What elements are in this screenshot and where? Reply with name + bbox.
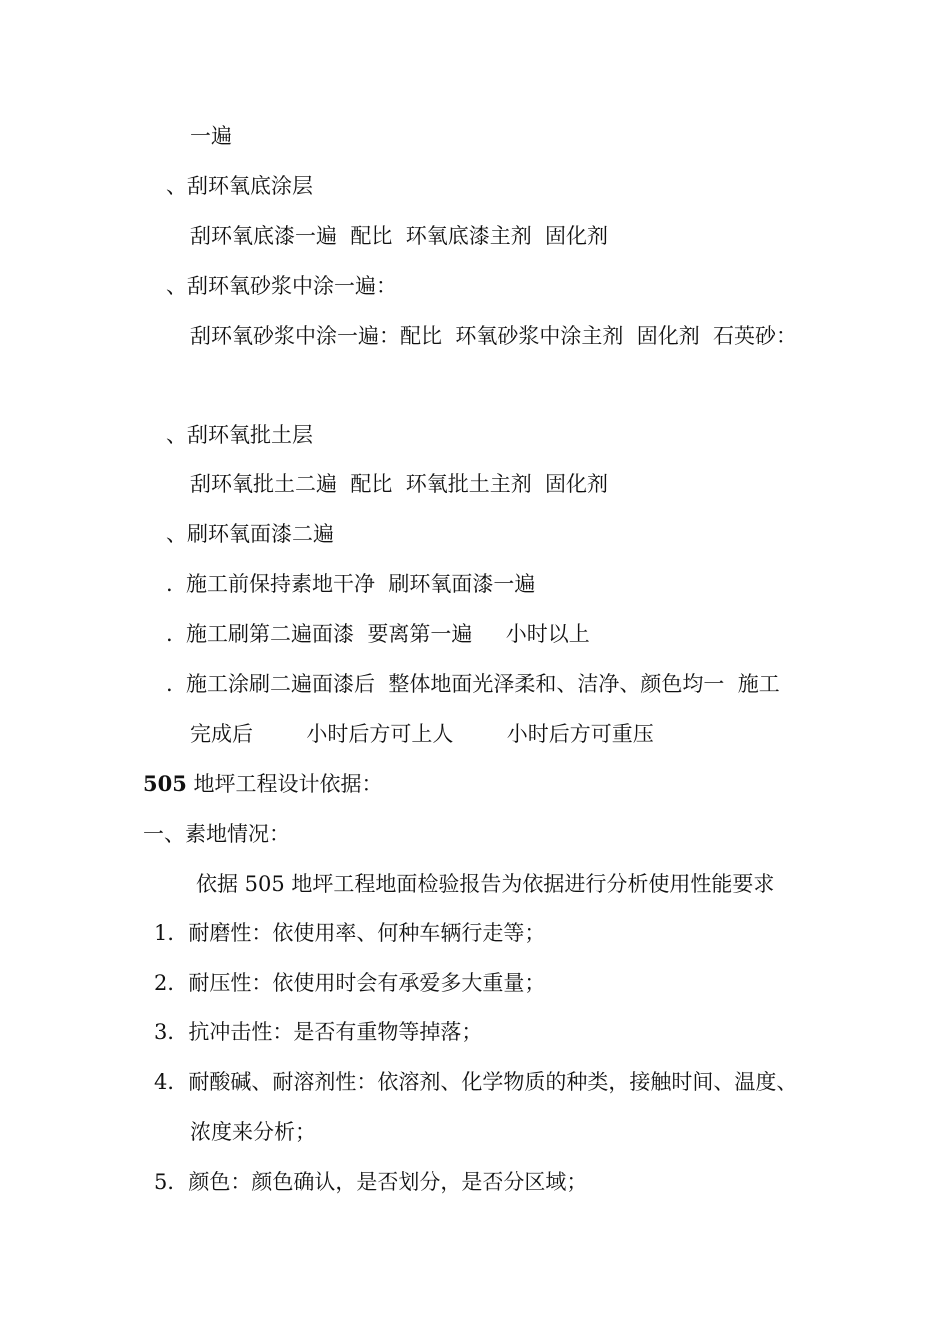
text-line: 刮环氧砂浆中涂一遍：配比 环氧砂浆中涂主剂 固化剂 石英砂： — [190, 324, 798, 348]
text-line: . 施工前保持素地干净 刷环氧面漆一遍 — [166, 572, 536, 596]
section-title: 地坪工程设计依据： — [193, 772, 383, 796]
text-line: 完成后 小时后方可上人 小时后方可重压 — [190, 722, 654, 746]
section-heading — [143, 769, 383, 799]
step-heading: 、刮环氧批土层 — [166, 423, 313, 447]
text-line: . 施工涂刷二遍面漆后 整体地面光泽柔和、洁净、颜色均一 施工 — [166, 672, 780, 696]
list-item: 5．颜色：颜色确认，是否划分，是否分区域； — [154, 1170, 588, 1194]
step-heading: 、刮环氧底涂层 — [166, 174, 313, 198]
list-item: 4．耐酸碱、耐溶剂性：依溶剂、化学物质的种类，接触时间、温度、 — [154, 1070, 798, 1094]
text-line: 一遍 — [190, 124, 232, 148]
step-heading: 、刮环氧砂浆中涂一遍： — [166, 274, 397, 298]
list-item: 2．耐压性：依使用时会有承爱多大重量； — [154, 971, 546, 995]
subsection-intro: 依据 505 地坪工程地面检验报告为依据进行分析使用性能要求 — [196, 872, 775, 896]
list-item: 1．耐磨性：依使用率、何种车辆行走等； — [154, 921, 546, 945]
subsection-heading: 一、素地情况： — [143, 822, 290, 846]
text-line: 刮环氧批土二遍 配比 环氧批土主剂 固化剂 — [190, 472, 609, 496]
list-item: 3．抗冲击性：是否有重物等掉落； — [154, 1020, 483, 1044]
text-line: 刮环氧底漆一遍 配比 环氧底漆主剂 固化剂 — [190, 224, 609, 248]
step-heading: 、刷环氧面漆二遍 — [166, 522, 334, 546]
section-number: 505 — [143, 771, 187, 796]
list-item-continuation: 浓度来分析； — [190, 1120, 316, 1144]
text-line: . 施工刷第二遍面漆 要离第一遍 小时以上 — [166, 622, 590, 646]
